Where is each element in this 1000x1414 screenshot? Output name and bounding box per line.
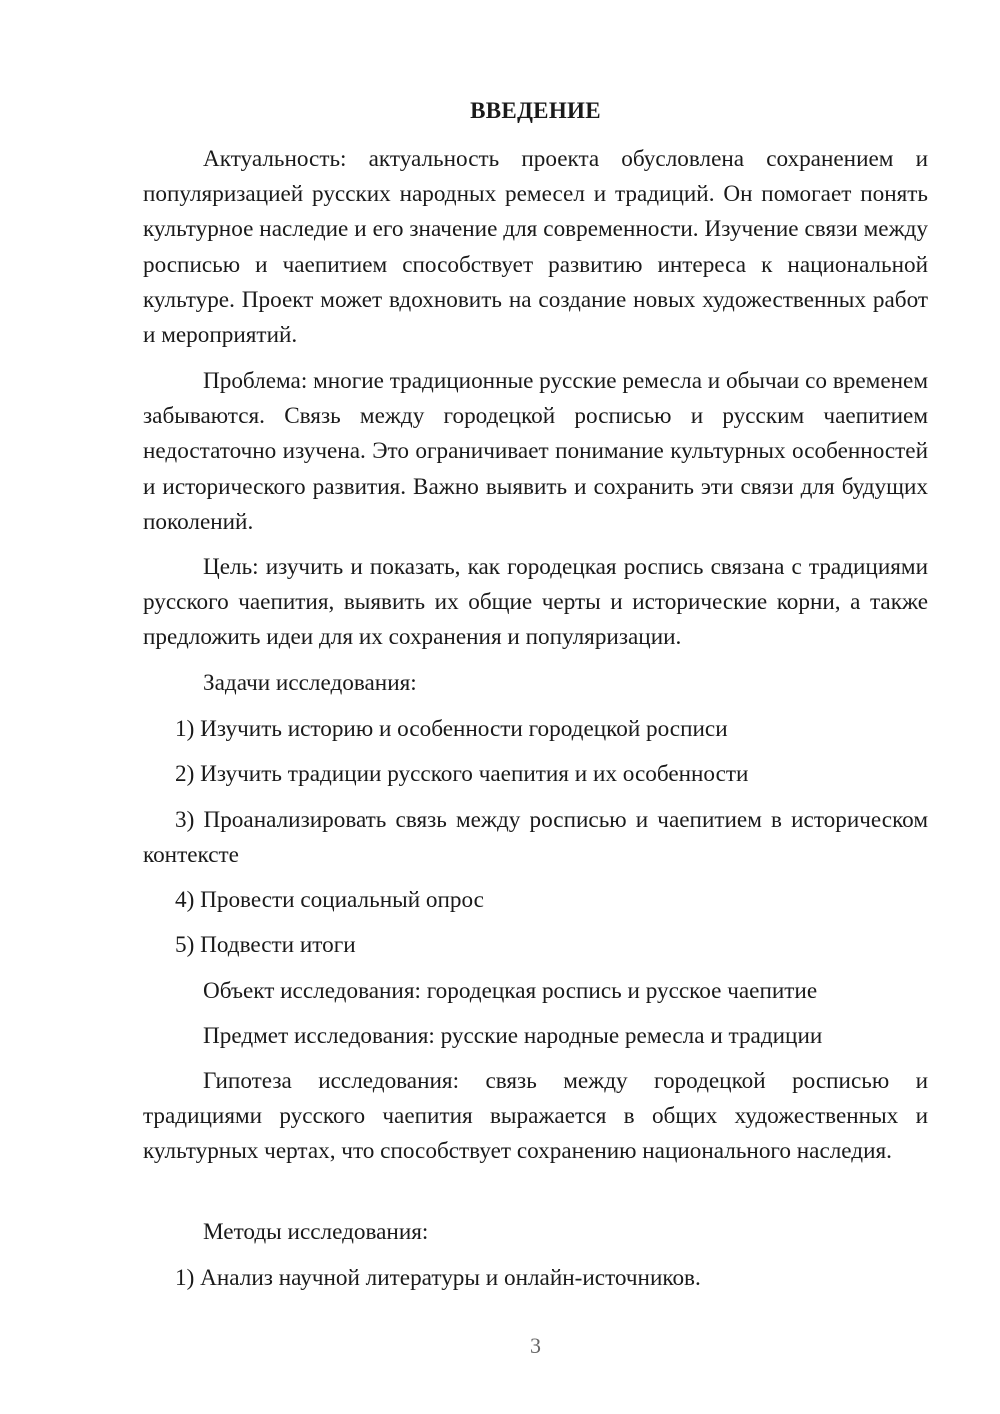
task-item-3: 3) Проанализировать связь между росписью и чаепитием в историческом контексте <box>143 807 928 869</box>
task-item-4: 4) Провести социальный опрос <box>175 887 484 913</box>
page-title: ВВЕДЕНИЕ <box>470 98 601 123</box>
paragraph-hypothesis: Гипотеза исследования: связь между городецкой росписью и традициями русского чаепития выражается в общих художественных и культурных чертах, что способствует сохранению национального наследия. <box>143 1068 928 1165</box>
task-item-2: 2) Изучить традиции русского чаепития и их особенности <box>175 761 749 787</box>
task-item-1: 1) Изучить историю и особенности городецкой росписи <box>175 716 728 742</box>
tasks-heading: Задачи исследования: <box>203 670 417 696</box>
paragraph-problem: Проблема: многие традиционные русские ремесла и обычаи со временем забываются. Связь между городецкой росписью и русским чаепитием недостаточно изучена. Это ограничивает понимание культурных особенностей и исторического развития. Важно выявить и сохранить эти связи для будущих поколений. <box>143 368 928 535</box>
paragraph-object: Объект исследования: городецкая роспись и русское чаепитие <box>203 978 818 1004</box>
paragraph-relevance: Актуальность: актуальность проекта обусловлена сохранением и популяризацией русских народных ремесел и традиций. Он помогает понять культурное наследие и его значение для современности. Изучение связи между росписью и чаепитием способствует развитию интереса к национальной культуре. Проект может вдохновить на создание новых художественных работ и мероприятий. <box>143 146 928 349</box>
paragraph-subject: Предмет исследования: русские народные ремесла и традиции <box>203 1023 823 1049</box>
method-item-1: 1) Анализ научной литературы и онлайн-источников. <box>175 1265 701 1291</box>
paragraph-goal: Цель: изучить и показать, как городецкая роспись связана с традициями русского чаепития, выявить их общие черты и исторические корни, а также предложить идеи для их сохранения и популяризации. <box>143 554 928 651</box>
page-number: 3 <box>530 1333 541 1358</box>
methods-heading: Методы исследования: <box>203 1219 429 1245</box>
document-page <box>143 0 928 1414</box>
task-item-5: 5) Подвести итоги <box>175 932 356 958</box>
